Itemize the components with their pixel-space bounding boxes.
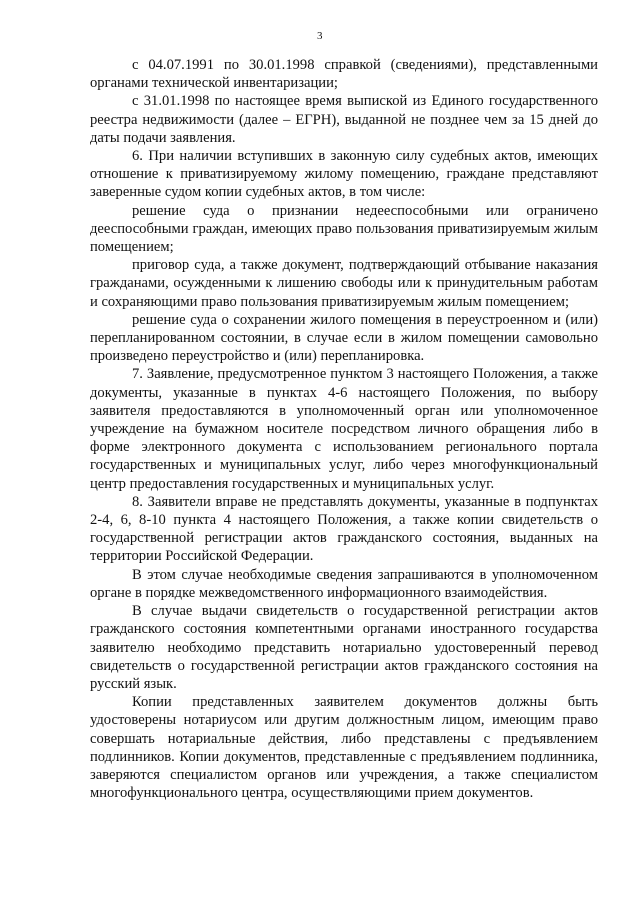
paragraph-item-7-application: 7. Заявление, предусмотренное пунктом 3 настоящего Положения, а также документы, указанные в пунктах 4-6 настоящего Положения, по выбору заявителя предоставляются в уполномоченный орган или уполномоченное учреждение на бумажном носителе посредством личного обращения либо в форме электронного документа с использованием регионального портала государственных и муниципальных услуг, либо через многофункциональный центр предоставления государственных и муниципальных услуг. — [90, 366, 598, 492]
paragraph-item-6-court-acts: 6. При наличии вступивших в законную силу судебных актов, имеющих отношение к приватизируемому жилому помещению, граждане представляют заверенные судом копии судебных актов, в том числе: — [90, 148, 598, 201]
paragraph-interagency-request: В этом случае необходимые сведения запрашиваются в уполномоченном органе в порядке межведомственного информационного взаимодействия. — [90, 566, 598, 601]
document-body — [90, 56, 598, 802]
paragraph-registry-technical-inventory: с 04.07.1991 по 30.01.1998 справкой (сведениями), представленными органами технической инвентаризации; — [90, 57, 598, 92]
page-number: 3 — [317, 30, 323, 42]
paragraph-copies-certification: Копии представленных заявителем документов должны быть удостоверены нотариусом или другим должностным лицом, имеющим право совершать нотариальные действия, либо представлены с предъявлением подлинников. Копии документов, представленные с предъявлением подлинника, заверяются специалистом органов или учреждения, а также специалистом многофункционального центра, осуществляющими прием документов. — [90, 694, 598, 802]
paragraph-item-8-applicants: 8. Заявители вправе не представлять документы, указанные в подпунктах 2-4, 6, 8-10 пункта 4 настоящего Положения, а также копии свидетельств о государственной регистрации актов гражданского состояния, выданных на территории Российской Федерации. — [90, 493, 598, 565]
paragraph-court-reconstruction: решение суда о сохранении жилого помещения в переустроенном и (или) перепланированном состоянии, в случае если в жилом помещении самовольно произведено переустройство и (или) перепланировка. — [90, 311, 598, 365]
paragraph-court-sentence: приговор суда, а также документ, подтверждающий отбывание наказания гражданами, осужденными к лишению свободы или к принудительным работам и сохраняющими право пользования приватизируемым жилым помещением; — [90, 257, 598, 310]
paragraph-registry-egrn: с 31.01.1998 по настоящее время выпиской из Единого государственного реестра недвижимости (далее – ЕГРН), выданной не позднее чем за 15 дней до даты подачи заявления. — [90, 93, 598, 146]
paragraph-foreign-certificates: В случае выдачи свидетельств о государственной регистрации актов гражданского состояния компетентными органами иностранного государства заявителю необходимо представить нотариально удостоверенный перевод свидетельств о государственной регистрации актов гражданского состояния на русский язык. — [90, 603, 598, 692]
paragraph-court-incapacity: решение суда о признании недееспособными или ограничено дееспособными граждан, имеющих право пользования приватизируемым жилым помещением; — [90, 202, 598, 256]
